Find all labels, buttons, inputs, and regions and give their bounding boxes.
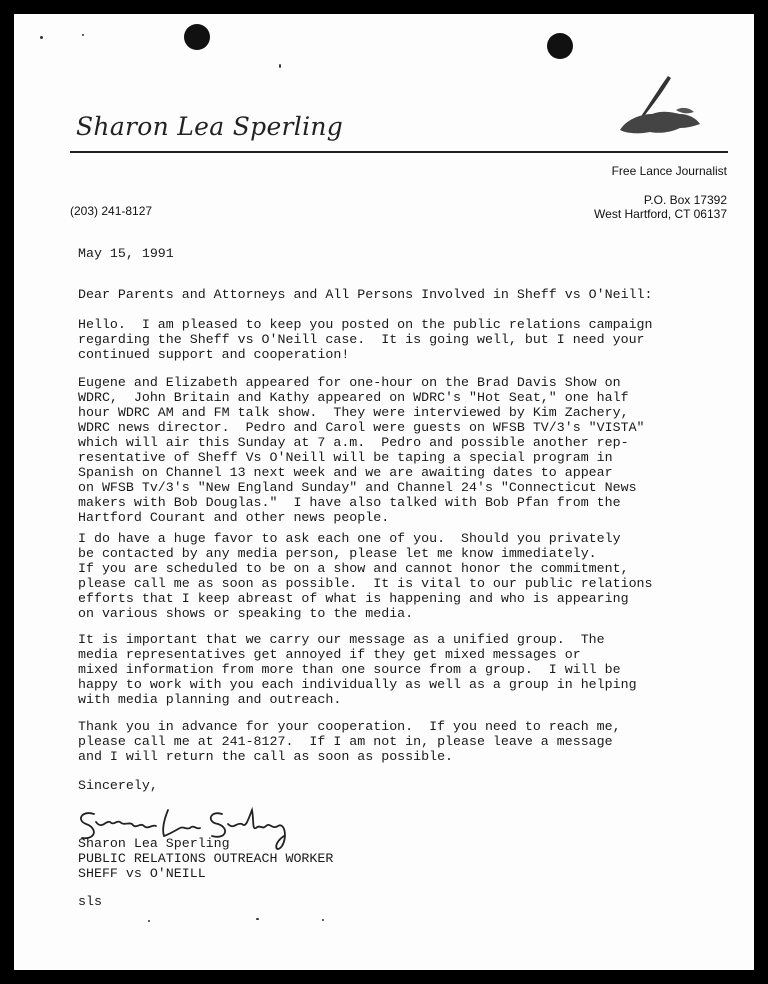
paragraph-1: Hello. I am pleased to keep you posted on the public relations campaign regarding the Sheff vs O'Neill case. It is going well, but I need your continued support and cooperation! [78,317,653,362]
quill-pen-logo [610,70,706,142]
paragraph-3: I do have a huge favor to ask each one of you. Should you privately be contacted by any media person, please let me know immediately. If you are scheduled to be on a show and cannot honor the commitment, please call me as soon as possible. It is vital to our public relations efforts that I keep abreast of what is happening and who is appearing on various shows or speaking to the media. [78,531,653,621]
paragraph-4: It is important that we carry our message as a unified group. The media representatives get annoyed if they get mixed messages or mixed information from more than one source from a group. I will be happy to work with you each individually as well as a group in helping with media planning and outreach. [78,632,637,707]
paper-speck [82,34,84,36]
letter-date: May 15, 1991 [78,246,174,261]
paragraph-5: Thank you in advance for your cooperation. If you need to reach me, please call me at 241-8127. If I am not in, please leave a message and I will return the call as soon as possible. [78,719,621,764]
phone-number: (203) 241-8127 [70,204,153,218]
job-title: Free Lance Journalist [611,164,727,178]
paper-speck [322,919,324,921]
letter-page [14,14,754,970]
city-state-zip: West Hartford, CT 06137 [594,207,727,221]
po-box: P.O. Box 17392 [643,193,727,207]
paragraph-2: Eugene and Elizabeth appeared for one-hour on the Brad Davis Show on WDRC, John Britain and Kathy appeared on WDRC's "Hot Seat," one half hour WDRC AM and FM talk show. They were interviewed by Kim Zachery, WDRC news director. Pedro and Carol were guests on WFSB TV/3's "VISTA" which will air this Sunday at 7 a.m. Pedro and possible another rep- resentative of Sheff Vs O'Neill will be taping a special program in Spanish on Channel 13 next week and we are awaiting dates to appear on WFSB Tv/3's "New England Sunday" and Channel 24's "Connecticut News makers with Bob Douglas." I have also talked with Bob Pfan from the Hartford Courant and other news people. [78,375,645,525]
paper-speck [256,918,259,920]
punch-hole-right [547,33,573,59]
typist-initials: sls [78,894,102,909]
signature-block: Sharon Lea Sperling PUBLIC RELATIONS OUTREACH WORKER SHEFF vs O'NEILL [78,836,334,881]
punch-hole-left [184,24,210,50]
paper-speck [279,64,281,68]
paper-speck [40,36,43,39]
closing: Sincerely, [78,778,158,793]
paper-speck [148,920,150,922]
salutation: Dear Parents and Attorneys and All Persons Involved in Sheff vs O'Neill: [78,287,653,302]
letterhead-rule [70,151,728,153]
letterhead-name: Sharon Lea Sperling [76,112,344,141]
